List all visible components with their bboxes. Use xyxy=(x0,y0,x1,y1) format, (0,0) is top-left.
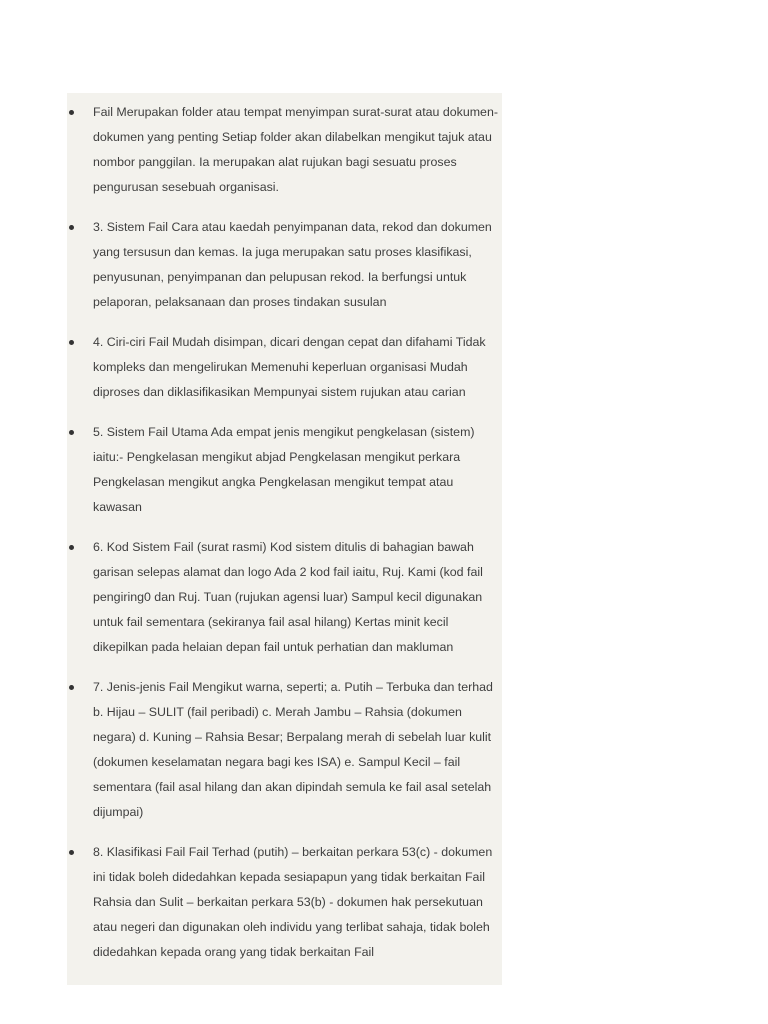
list-item-text: 5. Sistem Fail Utama Ada empat jenis mengikut pengkelasan (sistem) iaitu:- Pengkelasan mengikut abjad Pengkelasan mengikut perkara Pengkelasan mengikut angka Pengkelasan mengikut tempat atau kawasan xyxy=(93,425,475,514)
bullet-icon xyxy=(69,225,74,230)
list-item xyxy=(67,330,502,405)
list-item xyxy=(67,215,502,315)
document-content-panel xyxy=(67,93,502,985)
list-item-text: 8. Klasifikasi Fail Fail Terhad (putih) – berkaitan perkara 53(c) - dokumen ini tidak boleh didedahkan kepada sesiapapun yang tidak berkaitan Fail Rahsia dan Sulit – berkaitan perkara 53(b) - dokumen hak persekutuan atau negeri dan digunakan oleh individu yang terlibat sahaja, tidak boleh didedahkan kepada orang yang tidak berkaitan Fail xyxy=(93,845,493,959)
list-item-text: 6. Kod Sistem Fail (surat rasmi) Kod sistem ditulis di bahagian bawah garisan selepas alamat dan logo Ada 2 kod fail iaitu, Ruj. Kami (kod fail pengiring0 dan Ruj. Tuan (rujukan agensi luar) Sampul kecil digunakan untuk fail sementara (sekiranya fail asal hilang) Kertas minit kecil dikepilkan pada helaian depan fail untuk perhatian dan makluman xyxy=(93,540,483,654)
bullet-icon xyxy=(69,110,74,115)
list-item-text: 4. Ciri-ciri Fail Mudah disimpan, dicari dengan cepat dan difahami Tidak kompleks dan mengelirukan Memenuhi keperluan organisasi Mudah diproses dan diklasifikasikan Mempunyai sistem rujukan atau carian xyxy=(93,335,486,399)
bullet-icon xyxy=(69,430,74,435)
list-item xyxy=(67,100,502,200)
bullet-icon xyxy=(69,545,74,550)
bullet-icon xyxy=(69,850,74,855)
list-item xyxy=(67,420,502,520)
bullet-icon xyxy=(69,340,74,345)
bullet-icon xyxy=(69,685,74,690)
bullet-list xyxy=(67,100,502,980)
list-item xyxy=(67,535,502,660)
list-item-text: 3. Sistem Fail Cara atau kaedah penyimpanan data, rekod dan dokumen yang tersusun dan kemas. Ia juga merupakan satu proses klasifikasi, penyusunan, penyimpanan dan pelupusan rekod. Ia berfungsi untuk pelaporan, pelaksanaan dan proses tindakan susulan xyxy=(93,220,492,309)
list-item-text: 7. Jenis-jenis Fail Mengikut warna, seperti; a. Putih – Terbuka dan terhad b. Hijau – SULIT (fail peribadi) c. Merah Jambu – Rahsia (dokumen negara) d. Kuning – Rahsia Besar; Berpalang merah di sebelah luar kulit (dokumen keselamatan negara bagi kes ISA) e. Sampul Kecil – fail sementara (fail asal hilang dan akan dipindah semula ke fail asal setelah dijumpai) xyxy=(93,680,493,819)
list-item xyxy=(67,840,502,965)
list-item xyxy=(67,675,502,825)
list-item-text: Fail Merupakan folder atau tempat menyimpan surat-surat atau dokumen-dokumen yang penting Setiap folder akan dilabelkan mengikut tajuk atau nombor panggilan. Ia merupakan alat rujukan bagi sesuatu proses pengurusan sesebuah organisasi. xyxy=(93,105,498,194)
